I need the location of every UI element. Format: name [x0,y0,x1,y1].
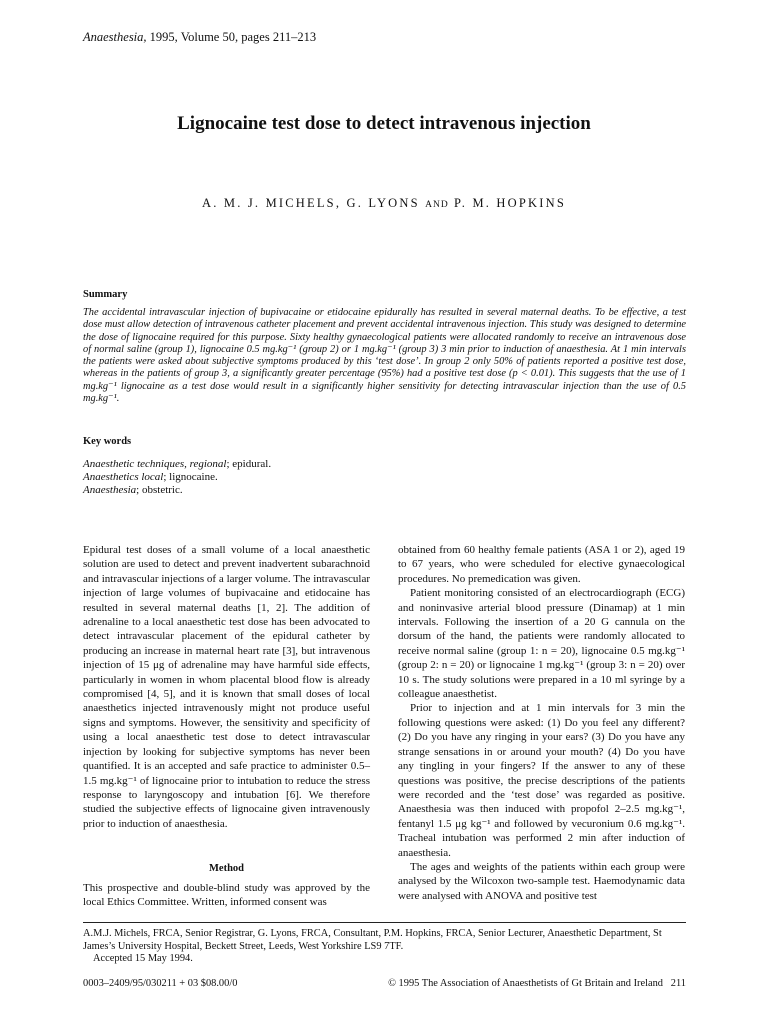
journal-citation [83,30,316,45]
body-paragraph: obtained from 60 healthy female patients (ASA 1 or 2), aged 19 to 67 years, who were scheduled for elective gynaecological procedures. No premedication was given. [398,544,685,585]
author-line [0,196,768,211]
keyword-item: Anaesthesia; obstetric. [83,484,183,496]
intro-paragraph: Epidural test doses of a small volume of a local anaesthetic solution are used to detect and prevent inadvertent subarachnoid and intravascular injections of a larger volume. The intravascular injection of large volumes of bupivacaine and etidocaine has resulted in several maternal deaths [1, 2]. The addition of adrenaline to a local anaesthetic test dose has been advocated to detect intravascular placement of the epidural catheter by producing an increase in maternal heart rate [3], but intravenous injection of 15 μg of adrenaline may have harmful side effects, particularly in women in whom placental blood flow is already compromised [4, 5], and it is known that small doses of local anaesthetics injected intravenously might not produce useful signs and symptoms. However, the sensitivity and specificity of using a local anaesthetic test dose to detect intravascular injection by looking for subjective symptoms has never been quantified. It is an accepted and safe practice to administer 0.5–1.5 mg.kg⁻¹ of lignocaine prior to intubation to reduce the stress response to laryngoscopy and intubation [6]. We therefore studied the subjective effects of lignocaine given intravenously prior to induction of anaesthesia. [83,544,370,830]
footnote-divider [83,922,686,923]
keywords-list [83,458,271,497]
authors-part-2: P. M. HOPKINS [448,196,566,210]
body-paragraph: Prior to injection and at 1 min intervals for 3 min the following questions were asked: (1) Do you feel any different? (2) Do you have any ringing in your ears? (3) Do you have any strange sensations in or around your mouth? (4) Do you have any tingling in your fingers? If the answer to any of these questions was positive, the precise descriptions of the patients were recorded and the ‘test dose’ was regarded as positive. Anaesthesia was then induced with propofol 2–2.5 mg.kg⁻¹, fentanyl 1.5 μg kg⁻¹ and followed by vecuronium 0.6 mg.kg⁻¹. Tracheal intubation was performed 2 min after induction of anaesthesia. [398,702,685,859]
authors-and: AND [425,200,449,210]
journal-name: Anaesthesia, [83,30,147,44]
body-paragraph: The ages and weights of the patients within each group were analysed by the Wilcoxon two-sample test. Haemodynamic data were analysed with ANOVA and positive test [398,860,685,902]
author-affiliations: A.M.J. Michels, FRCA, Senior Registrar, G. Lyons, FRCA, Consultant, P.M. Hopkins, FRCA, Senior Lecturer, Anaesthetic Department, St James’s University Hospital, Beckett Street, Leeds, West Yorkshire LS9 7TF. [83,928,662,952]
right-column [398,543,685,903]
method-heading: Method [209,863,244,874]
summary-heading: Summary [83,289,128,300]
keyword-item: Anaesthetics local; lignocaine. [83,471,218,483]
footnote [83,928,686,966]
summary-text: The accidental intravascular injection of bupivacaine or etidocaine epidurally has resulted in several maternal deaths. To be effective, a test dose must allow detection of intravenous catheter placement and prevent accidental intravenous injection. This study was designed to determine the dose of lignocaine required for this purpose. Sixty healthy gynaecological patients were allocated randomly to receive an intravenous dose of normal saline (group 1), lignocaine 0.5 mg.kg⁻¹ (group 2) or 1 mg.kg⁻¹ (group 3) 3 min prior to induction of anaesthesia. At 1 min intervals the patients were asked about subjective symptoms produced by this ‘test dose’. In group 2 only 50% of patients reported a positive test dose, whereas in the patients of group 3, a significantly greater percentage (95%) had a positive test dose (p < 0.01). This suggests that the use of 1 mg.kg⁻¹ lignocaine as a test dose would result in a significantly higher sensitivity for detecting intravascular injection than the use of 0.5 mg.kg⁻¹. [83,307,686,405]
method-paragraph: This prospective and double-blind study was approved by the local Ethics Committee. Written, informed consent was [83,882,370,909]
article-title: Lignocaine test dose to detect intravenous injection [177,113,591,134]
keywords-heading: Key words [83,436,132,447]
accepted-date: Accepted 15 May 1994. [93,953,193,964]
page-number: 211 [670,978,686,989]
article-code: 0003–2409/95/030211 + 03 $08.00/0 [83,978,238,989]
body-paragraph: Patient monitoring consisted of an electrocardiograph (ECG) and noninvasive arterial blood pressure (Dinamap) at 1 min intervals. Following the insertion of a 20 G cannula on the dorsum of the hand, the patients were randomly allocated to receive normal saline (group 1: n = 20), lignocaine 0.5 mg.kg⁻¹ (group 2: n = 20) or lignocaine 1 mg.kg⁻¹ (group 3: n = 20) over 10 s. The study solutions were prepared in a 10 ml syringe by a colleague anaesthetist. [398,587,685,701]
copyright-line: © 1995 The Association of Anaesthetists of Gt Britain and Ireland 211 [388,978,686,989]
authors-part-1: A. M. J. MICHELS, G. LYONS [202,196,426,210]
journal-details: 1995, Volume 50, pages 211–213 [146,30,317,44]
keyword-item: Anaesthetic techniques, regional; epidural. [83,458,272,470]
left-column [83,543,370,831]
